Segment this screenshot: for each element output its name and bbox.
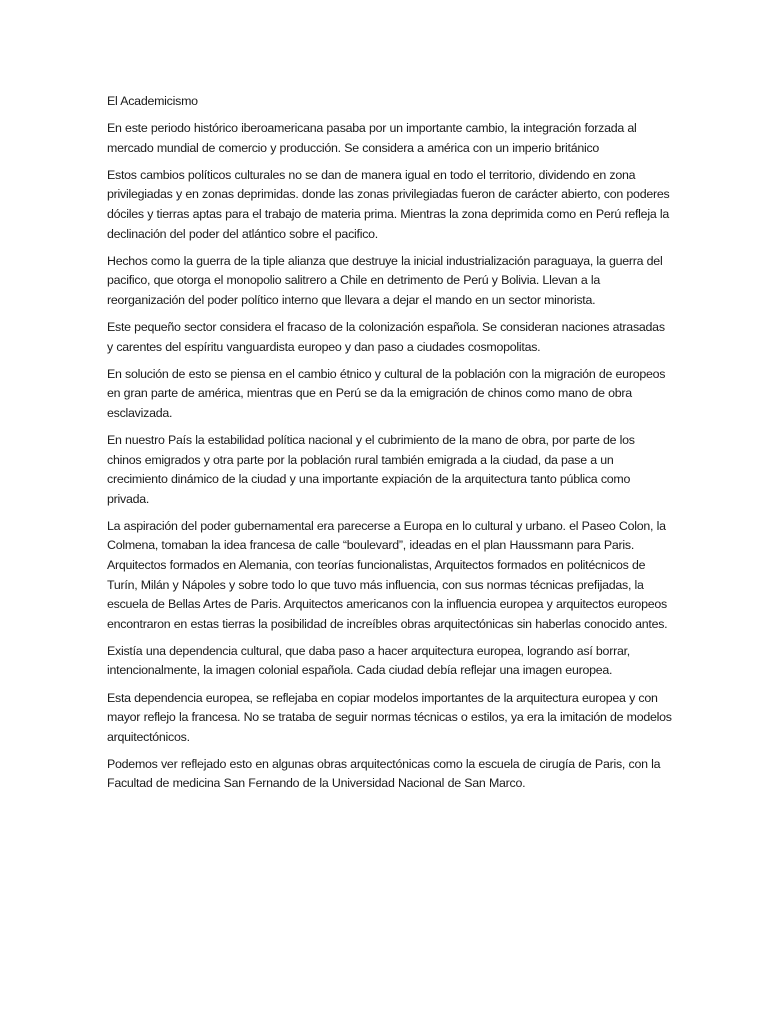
paragraph: Estos cambios políticos culturales no se dan de manera igual en todo el territorio, dividendo en zona privilegiadas y en zonas deprimidas. donde las zonas privilegiadas fueron de carácter abierto, con poderes dóciles y tierras aptas para el trabajo de materia prima. Mientras la zona deprimida como en Perú refleja la declinación del poder del atlántico sobre el pacifico. bbox=[107, 167, 670, 241]
paragraph: En solución de esto se piensa en el cambio étnico y cultural de la población con la migración de europeos en gran parte de américa, mientras que en Perú se da la emigración de chinos como mano de obra esclavizada. bbox=[107, 366, 666, 420]
paragraph: Podemos ver reflejado esto en algunas obras arquitectónicas como la escuela de cirugía de Paris, con la Facultad de medicina San Fernando de la Universidad Nacional de San Marco. bbox=[107, 756, 661, 791]
paragraph: Este pequeño sector considera el fracaso de la colonización española. Se consideran naciones atrasadas y carentes del espíritu vanguardista europeo y dan paso a ciudades cosmopolitas. bbox=[107, 319, 665, 354]
paragraph: La aspiración del poder gubernamental era parecerse a Europa en lo cultural y urbano. el Paseo Colon, la Colmena, tomaban la idea francesa de calle “boulevard”, ideadas en el plan Haussmann para Paris. Arquitectos formados en Alemania, con teorías funcionalistas, Arquitectos formados en politécnicos de Turín, Milán y Nápoles y sobre todo lo que tuvo más influencia, con sus normas técnicas prefijadas, la escuela de Bellas Artes de Paris. Arquitectos americanos con la influencia europea y arquitectos europeos encontraron en estas tierras la posibilidad de increíbles obras arquitectónicas sin haberlas conocido antes. bbox=[107, 518, 668, 631]
paragraph: En este periodo histórico iberoamericana pasaba por un importante cambio, la integración forzada al mercado mundial de comercio y producción. Se considera a américa con un imperio británico bbox=[107, 121, 637, 155]
document-body bbox=[107, 92, 672, 794]
paragraph: Hechos como la guerra de la tiple alianza que destruye la inicial industrialización paraguaya, la guerra del pacifico, que otorga el monopolio salitrero a Chile en detrimento de Perú y Bolivia. Llevan a la reorganización del poder político interno que llevara a dejar el mando en un sector minorista. bbox=[107, 253, 663, 307]
paragraph: Existía una dependencia cultural, que daba paso a hacer arquitectura europea, logrando así borrar, intencionalmente, la imagen colonial española. Cada ciudad debía reflejar una imagen europea. bbox=[107, 643, 630, 678]
document-title: El Academicismo bbox=[107, 94, 198, 108]
paragraph: Esta dependencia europea, se reflejaba en copiar modelos importantes de la arquitectura europea y con mayor reflejo la francesa. No se trataba de seguir normas técnicas o estilos, ya era la imitación de modelos arquitectónicos. bbox=[107, 690, 672, 744]
paragraph: En nuestro País la estabilidad política nacional y el cubrimiento de la mano de obra, por parte de los chinos emigrados y otra parte por la población rural también emigrada a la ciudad, da pase a un crecimiento dinámico de la ciudad y una importante expiación de la arquitectura tanto pública como privada. bbox=[107, 432, 635, 506]
